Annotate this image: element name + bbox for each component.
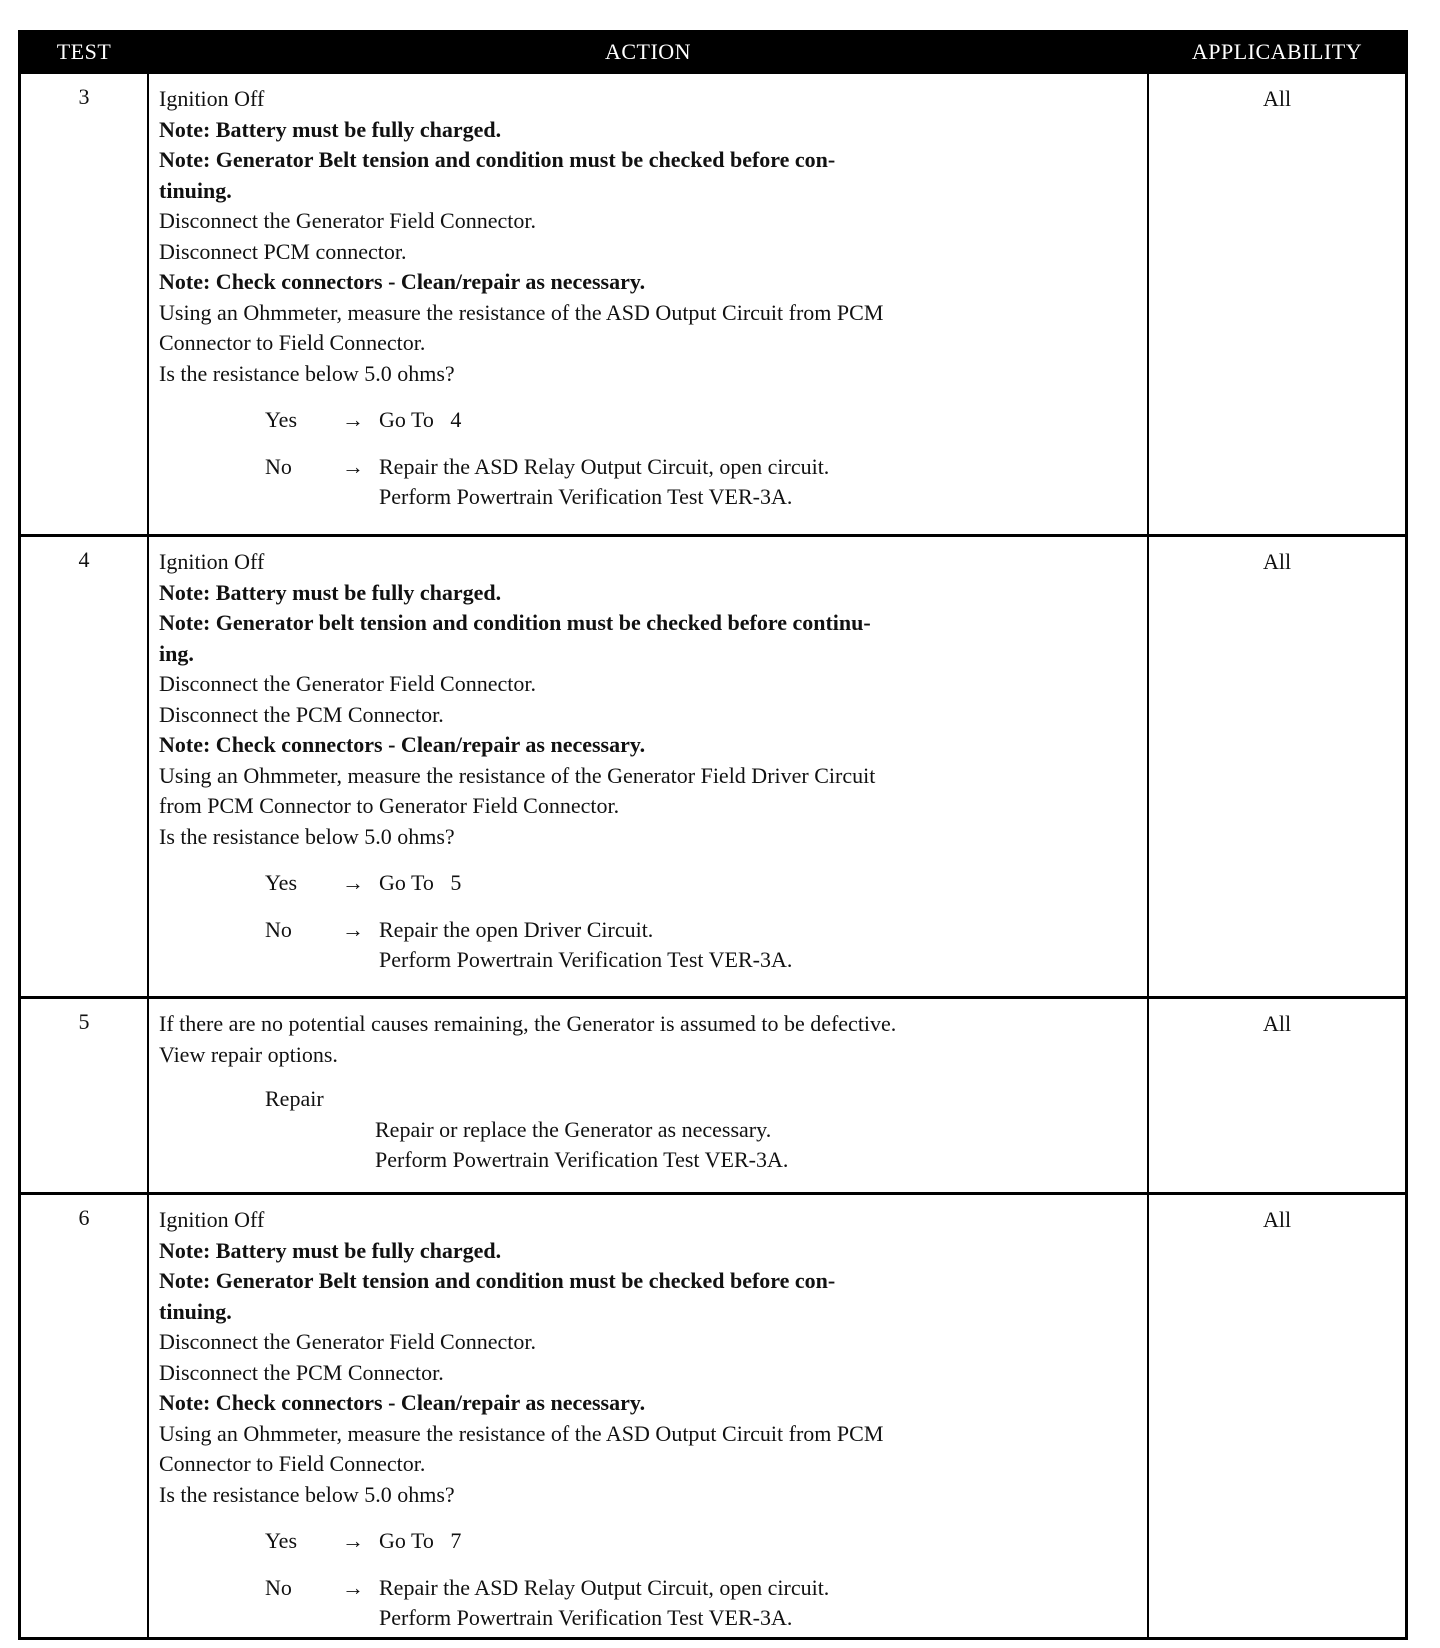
arrow-right-icon: → [342,1528,364,1553]
action-line: Disconnect the Generator Field Connector. [159,208,536,233]
action-line: from PCM Connector to Generator Field Connector. [159,793,620,818]
action-note: Note: Battery must be fully charged. [159,1237,502,1263]
no-result [379,1573,1137,1634]
no-label: No [265,916,292,942]
test-row-3 [21,71,1405,534]
yes-label: Yes [265,1528,298,1553]
action-line: Using an Ohmmeter, measure the resistance of the ASD Output Circuit from PCM [159,1420,884,1446]
action-note: tinuing. [159,177,232,203]
repair-instruction: Repair the ASD Relay Output Circuit, open circuit. [379,1574,830,1600]
action-line: View repair options. [159,1041,338,1067]
no-option [159,915,1137,976]
table-header [21,33,1405,71]
action-cell [147,1195,1149,1640]
action-line: Disconnect the Generator Field Connector. [159,1329,536,1354]
yes-label: Yes [265,870,298,895]
no-option [159,1573,1137,1634]
yes-label: Yes [265,407,298,432]
goto-link[interactable]: Go To 4 [379,407,462,432]
no-option [159,452,1137,513]
action-note: Note: Check connectors - Clean/repair as necessary. [159,1390,646,1415]
action-note: Note: Generator Belt tension and condition must be checked before con- [159,1268,836,1293]
applicability-cell: All [1262,86,1292,111]
header-applicability: APPLICABILITY [1191,39,1363,64]
action-note: Note: Check connectors - Clean/repair as necessary. [159,269,646,294]
action-line: Connector to Field Connector. [159,330,426,355]
action-line: Ignition Off [159,1207,265,1232]
action-line: Disconnect PCM connector. [159,238,407,264]
arrow-right-icon: → [342,870,364,895]
test-row-5 [21,996,1405,1192]
action-question: Is the resistance below 5.0 ohms? [159,360,455,386]
action-note: Note: Generator belt tension and condition must be checked before continu- [159,610,871,635]
applicability-cell: All [1262,549,1292,574]
yes-option [159,868,1137,899]
test-number: 4 [78,547,90,572]
action-line: Disconnect the PCM Connector. [159,701,444,727]
action-cell [147,999,1149,1192]
arrow-right-icon: → [342,1574,364,1600]
action-note: Note: Check connectors - Clean/repair as necessary. [159,732,646,757]
header-test: TEST [56,39,112,64]
diagnostic-test-table [18,30,1408,1640]
action-note: Note: Battery must be fully charged. [159,116,502,142]
action-line: Using an Ohmmeter, measure the resistance of the Generator Field Driver Circuit [159,762,876,788]
test-row-4 [21,534,1405,996]
repair-label[interactable]: Repair [265,1086,324,1111]
action-line: Disconnect the PCM Connector. [159,1359,444,1385]
action-cell [147,74,1149,534]
action-cell [147,537,1149,996]
applicability-cell: All [1262,1207,1292,1232]
no-result [379,452,1137,513]
verification-instruction: Perform Powertrain Verification Test VER-3A. [379,484,793,509]
action-line: Using an Ohmmeter, measure the resistance of the ASD Output Circuit from PCM [159,299,884,325]
arrow-right-icon: → [342,407,364,432]
yes-option [159,405,1137,436]
action-line: If there are no potential causes remaining, the Generator is assumed to be defective. [159,1011,897,1036]
test-row-6 [21,1192,1405,1640]
action-line: Disconnect the Generator Field Connector. [159,671,536,696]
arrow-right-icon: → [342,916,364,942]
action-line: Connector to Field Connector. [159,1451,426,1476]
action-line: Ignition Off [159,86,265,111]
test-number: 5 [78,1009,90,1034]
verification-instruction: Perform Powertrain Verification Test VER-3A. [379,1605,793,1630]
action-note: ing. [159,640,194,666]
test-number: 6 [78,1205,90,1230]
action-question: Is the resistance below 5.0 ohms? [159,823,455,849]
no-result [379,915,1137,976]
repair-instruction: Repair or replace the Generator as necessary. [375,1116,772,1142]
action-question: Is the resistance below 5.0 ohms? [159,1481,455,1507]
repair-instruction: Repair the open Driver Circuit. [379,916,654,942]
action-note: tinuing. [159,1298,232,1324]
yes-option [159,1526,1137,1557]
goto-link[interactable]: Go To 5 [379,870,462,895]
action-note: Note: Battery must be fully charged. [159,579,502,605]
no-label: No [265,1574,292,1600]
repair-instruction: Repair the ASD Relay Output Circuit, open circuit. [379,453,830,479]
action-line: Ignition Off [159,549,265,574]
goto-link[interactable]: Go To 7 [379,1528,462,1553]
test-number: 3 [78,84,90,109]
header-action: ACTION [604,39,692,64]
no-label: No [265,453,292,479]
verification-instruction: Perform Powertrain Verification Test VER-3A. [379,947,793,972]
applicability-cell: All [1262,1011,1292,1036]
action-note: Note: Generator Belt tension and condition must be checked before con- [159,147,836,172]
verification-instruction: Perform Powertrain Verification Test VER-3A. [375,1147,789,1172]
arrow-right-icon: → [342,453,364,479]
